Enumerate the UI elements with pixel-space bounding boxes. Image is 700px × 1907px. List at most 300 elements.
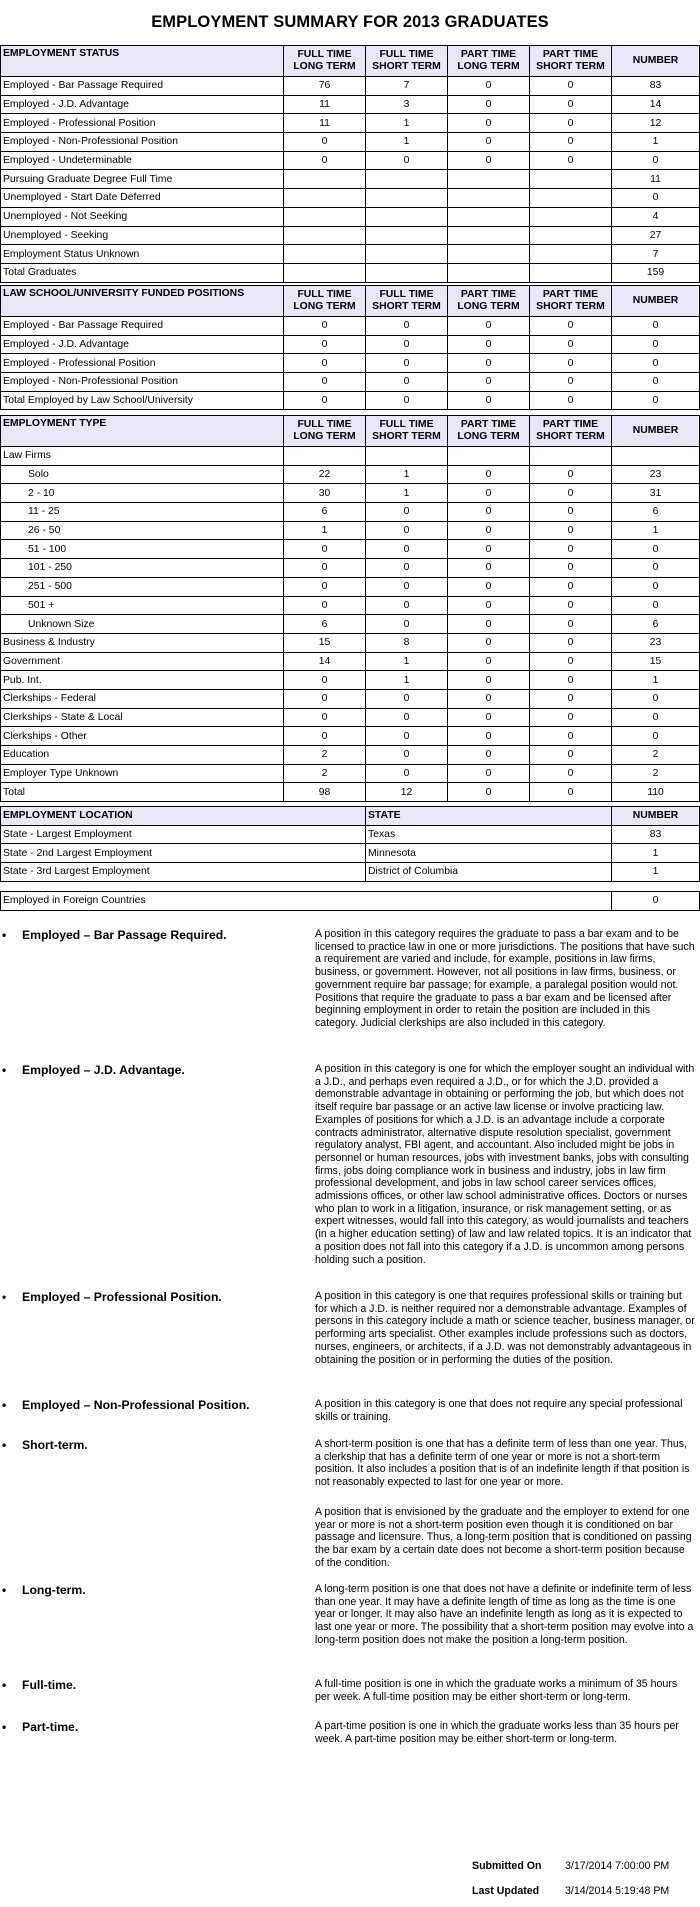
row-value: 0 — [448, 373, 530, 392]
row-value: 23 — [612, 465, 700, 484]
row-value: 0 — [366, 764, 448, 783]
row-value — [284, 226, 366, 245]
row-value: 0 — [448, 151, 530, 170]
bullet-icon: • — [2, 1398, 7, 1412]
col-header-pt-lt: PART TIME LONG TERM — [448, 46, 530, 77]
col-header-ft-lt: FULL TIME LONG TERM — [284, 286, 366, 317]
row-label: Employment Status Unknown — [1, 245, 284, 264]
row-value: 0 — [366, 373, 448, 392]
row-label: Employed - Undeterminable — [1, 151, 284, 170]
row-value — [448, 207, 530, 226]
row-value: 0 — [448, 633, 530, 652]
bullet-icon: • — [2, 1583, 7, 1597]
row-value — [612, 447, 700, 466]
row-value: 0 — [448, 521, 530, 540]
row-label: Clerkships - Federal — [1, 689, 284, 708]
row-value: 23 — [612, 633, 700, 652]
row-value — [366, 189, 448, 208]
row-value: 0 — [284, 373, 366, 392]
table-row — [1, 373, 700, 392]
row-value — [530, 170, 612, 189]
col-header-pt-st: PART TIME SHORT TERM — [530, 286, 612, 317]
row-state: Minnesota — [366, 844, 612, 863]
row-label: 251 - 500 — [1, 577, 284, 596]
row-value: 0 — [612, 151, 700, 170]
table-row — [1, 77, 700, 96]
table-row — [1, 540, 700, 559]
row-label: State - Largest Employment — [1, 825, 366, 844]
row-label: Employed - Professional Position — [1, 114, 284, 133]
definition-term: Employed – Non-Professional Position. — [22, 1398, 250, 1412]
row-value: 0 — [530, 577, 612, 596]
table-row — [1, 727, 700, 746]
table-row — [1, 825, 700, 844]
row-value: 1 — [366, 671, 448, 690]
row-value: 0 — [448, 577, 530, 596]
col-header-number: NUMBER — [612, 46, 700, 77]
employment-type-table — [0, 415, 700, 802]
row-value: 0 — [612, 596, 700, 615]
row-value: 0 — [530, 317, 612, 336]
row-value: 0 — [530, 373, 612, 392]
definition-text: A position in this category is one that does not require any special professional skills or training. — [315, 1398, 683, 1423]
col-header-number: NUMBER — [612, 807, 700, 826]
row-value: 0 — [366, 391, 448, 410]
table-row — [1, 226, 700, 245]
row-value: 0 — [530, 503, 612, 522]
row-value — [284, 170, 366, 189]
row-value: 0 — [612, 559, 700, 578]
row-value: 1 — [366, 484, 448, 503]
row-value: 11 — [612, 170, 700, 189]
table-row — [1, 596, 700, 615]
row-label: State - 3rd Largest Employment — [1, 863, 366, 882]
section-header: EMPLOYMENT LOCATION — [1, 807, 366, 826]
table-row — [1, 633, 700, 652]
row-value: 0 — [448, 727, 530, 746]
row-label: Business & Industry — [1, 633, 284, 652]
row-value: 76 — [284, 77, 366, 96]
row-value: 6 — [284, 503, 366, 522]
row-value: 0 — [366, 354, 448, 373]
row-value: 0 — [284, 727, 366, 746]
table-header-row — [1, 807, 700, 826]
row-value: 0 — [284, 671, 366, 690]
row-value: 0 — [284, 133, 366, 152]
row-label: Unemployed - Not Seeking — [1, 207, 284, 226]
table-row — [1, 151, 700, 170]
row-value: 2 — [612, 746, 700, 765]
row-value: 0 — [448, 559, 530, 578]
row-label: Employed - Non-Professional Position — [1, 133, 284, 152]
col-header-pt-st: PART TIME SHORT TERM — [530, 416, 612, 447]
table-header-row — [1, 46, 700, 77]
table-header-row — [1, 286, 700, 317]
row-value: 0 — [612, 189, 700, 208]
row-label: Unknown Size — [1, 615, 284, 634]
row-value: 0 — [448, 503, 530, 522]
row-value: 14 — [284, 652, 366, 671]
table-row — [1, 521, 700, 540]
row-value: 0 — [366, 746, 448, 765]
table-row — [1, 863, 700, 882]
row-label: Government — [1, 652, 284, 671]
definition-term: Full-time. — [22, 1678, 77, 1692]
table-row — [1, 391, 700, 410]
table-row — [1, 447, 700, 466]
row-value: 1 — [612, 133, 700, 152]
row-value — [284, 447, 366, 466]
bullet-icon: • — [2, 928, 7, 942]
row-value: 6 — [612, 503, 700, 522]
row-value: 0 — [530, 114, 612, 133]
row-value: 0 — [530, 764, 612, 783]
table-row — [1, 317, 700, 336]
row-value: 31 — [612, 484, 700, 503]
row-value: 110 — [612, 783, 700, 802]
row-value: 0 — [612, 373, 700, 392]
row-value: 0 — [448, 335, 530, 354]
row-value — [284, 263, 366, 282]
row-number: 83 — [612, 825, 700, 844]
definition-text: A position in this category is one that requires professional skills or training but for which a J.D. is neither required nor a demonstrable advantage. Examples of persons in this category include a math or science teacher, business manager, or performing arts specialist. Other examples include professions such as doctors, nurses, engineers, or architects, if a J.D. was not demonstrably advantageous in obtaining the position or in performing the duties of the position. — [315, 1290, 695, 1366]
row-label: Law Firms — [1, 447, 284, 466]
row-value: 22 — [284, 465, 366, 484]
row-value: 0 — [284, 354, 366, 373]
row-value: 0 — [366, 335, 448, 354]
row-value — [284, 245, 366, 264]
col-header-ft-st: FULL TIME SHORT TERM — [366, 46, 448, 77]
table-row — [1, 671, 700, 690]
row-label: 2 - 10 — [1, 484, 284, 503]
row-value: 0 — [448, 114, 530, 133]
foreign-employment-table — [0, 891, 700, 911]
row-value — [366, 263, 448, 282]
table-row — [1, 689, 700, 708]
row-value: 0 — [530, 484, 612, 503]
table-row — [1, 114, 700, 133]
row-value: 0 — [448, 77, 530, 96]
col-header-number: NUMBER — [612, 286, 700, 317]
row-value: 0 — [284, 559, 366, 578]
row-value — [530, 189, 612, 208]
row-value: 0 — [530, 633, 612, 652]
row-label: 101 - 250 — [1, 559, 284, 578]
row-value — [366, 245, 448, 264]
row-value: 0 — [448, 671, 530, 690]
row-value: 0 — [366, 596, 448, 615]
row-value: 0 — [284, 540, 366, 559]
row-value: 3 — [366, 95, 448, 114]
row-value: 0 — [530, 95, 612, 114]
table-row — [1, 170, 700, 189]
row-value — [284, 189, 366, 208]
row-value: 0 — [530, 354, 612, 373]
row-label: Total — [1, 783, 284, 802]
row-label: Education — [1, 746, 284, 765]
row-value: 0 — [612, 391, 700, 410]
row-value: 0 — [448, 133, 530, 152]
section-header: LAW SCHOOL/UNIVERSITY FUNDED POSITIONS — [1, 286, 284, 317]
row-value: 2 — [284, 764, 366, 783]
col-header-number: NUMBER — [612, 416, 700, 447]
row-label: Unemployed - Start Date Deferred — [1, 189, 284, 208]
row-label: Solo — [1, 465, 284, 484]
row-value: 0 — [284, 708, 366, 727]
row-number: 1 — [612, 844, 700, 863]
row-value: 0 — [366, 727, 448, 746]
row-state: Texas — [366, 825, 612, 844]
row-value: 0 — [530, 671, 612, 690]
row-label: 51 - 100 — [1, 540, 284, 559]
row-value: 0 — [284, 391, 366, 410]
table-row — [1, 263, 700, 282]
row-value — [448, 447, 530, 466]
col-header-ft-st: FULL TIME SHORT TERM — [366, 416, 448, 447]
row-value: 0 — [448, 596, 530, 615]
row-value: 0 — [530, 335, 612, 354]
row-value: 0 — [530, 133, 612, 152]
row-value: 15 — [284, 633, 366, 652]
row-label: Pursuing Graduate Degree Full Time — [1, 170, 284, 189]
row-label: Clerkships - State & Local — [1, 708, 284, 727]
definition-term: Employed – J.D. Advantage. — [22, 1063, 185, 1077]
row-label: 501 + — [1, 596, 284, 615]
row-value — [448, 245, 530, 264]
row-label: Employer Type Unknown — [1, 764, 284, 783]
row-value: 0 — [284, 596, 366, 615]
row-value: 0 — [530, 540, 612, 559]
table-row — [1, 708, 700, 727]
table-row — [1, 503, 700, 522]
table-row — [1, 764, 700, 783]
row-value: 0 — [530, 151, 612, 170]
row-label: Clerkships - Other — [1, 727, 284, 746]
section-header: EMPLOYMENT TYPE — [1, 416, 284, 447]
table-row — [1, 746, 700, 765]
row-value — [448, 189, 530, 208]
row-value: 0 — [530, 727, 612, 746]
row-value — [366, 447, 448, 466]
row-value: 98 — [284, 783, 366, 802]
row-value: 0 — [612, 708, 700, 727]
definition-term: Employed – Bar Passage Required. — [22, 928, 227, 942]
col-header-pt-st: PART TIME SHORT TERM — [530, 46, 612, 77]
row-label: 11 - 25 — [1, 503, 284, 522]
row-value: 0 — [366, 577, 448, 596]
row-value: 11 — [284, 114, 366, 133]
table-row — [1, 465, 700, 484]
row-value: 15 — [612, 652, 700, 671]
row-value: 0 — [366, 689, 448, 708]
row-label: Employed in Foreign Countries — [1, 892, 612, 911]
col-header-state: STATE — [366, 807, 612, 826]
definition-text: A position that is envisioned by the graduate and the employer to extend for one year or more is not a short-term position even though it is conditioned on bar passage and licensure. Thus, a long-term position that is conditioned on passing the bar exam by a certain date does not become a short-term position because of the condition. — [315, 1506, 692, 1569]
col-header-pt-lt: PART TIME LONG TERM — [448, 416, 530, 447]
row-value: 1 — [366, 652, 448, 671]
row-value — [366, 226, 448, 245]
page-title: EMPLOYMENT SUMMARY FOR 2013 GRADUATES — [151, 13, 549, 31]
table-row — [1, 245, 700, 264]
row-value: 30 — [284, 484, 366, 503]
col-header-ft-st: FULL TIME SHORT TERM — [366, 286, 448, 317]
col-header-pt-lt: PART TIME LONG TERM — [448, 286, 530, 317]
row-value: 0 — [530, 615, 612, 634]
bullet-icon: • — [2, 1678, 7, 1692]
bullet-icon: • — [2, 1438, 7, 1452]
row-value: 0 — [284, 577, 366, 596]
row-value: 0 — [448, 615, 530, 634]
row-value: 0 — [530, 708, 612, 727]
col-header-ft-lt: FULL TIME LONG TERM — [284, 416, 366, 447]
row-value: 159 — [612, 263, 700, 282]
row-value: 0 — [612, 317, 700, 336]
row-value: 1 — [366, 465, 448, 484]
table-row — [1, 133, 700, 152]
row-value: 0 — [530, 77, 612, 96]
funded-positions-table — [0, 285, 700, 410]
table-row — [1, 207, 700, 226]
row-label: Employed - Bar Passage Required — [1, 77, 284, 96]
employment-status-table — [0, 45, 700, 283]
row-label: Employed - J.D. Advantage — [1, 95, 284, 114]
row-label: Employed - Non-Professional Position — [1, 373, 284, 392]
row-label: 26 - 50 — [1, 521, 284, 540]
row-label: Pub. Int. — [1, 671, 284, 690]
table-header-row — [1, 416, 700, 447]
row-number: 0 — [612, 892, 700, 911]
row-value: 8 — [366, 633, 448, 652]
col-header-ft-lt: FULL TIME LONG TERM — [284, 46, 366, 77]
bullet-icon: • — [2, 1720, 7, 1734]
row-value — [530, 447, 612, 466]
row-value: 0 — [612, 727, 700, 746]
table-row — [1, 189, 700, 208]
row-state: District of Columbia — [366, 863, 612, 882]
row-value: 0 — [530, 783, 612, 802]
row-value: 1 — [366, 114, 448, 133]
submitted-value: 3/17/2014 7:00:00 PM — [565, 1860, 670, 1872]
row-value: 0 — [284, 689, 366, 708]
row-value: 0 — [530, 521, 612, 540]
row-value: 0 — [448, 391, 530, 410]
row-value: 0 — [448, 708, 530, 727]
definition-term: Part-time. — [22, 1720, 79, 1734]
table-row — [1, 559, 700, 578]
table-row — [1, 844, 700, 863]
row-value: 0 — [448, 95, 530, 114]
row-label: Total Graduates — [1, 263, 284, 282]
employment-location-table — [0, 806, 700, 882]
row-value: 2 — [612, 764, 700, 783]
row-value — [530, 245, 612, 264]
row-value: 0 — [366, 708, 448, 727]
row-value: 0 — [448, 354, 530, 373]
row-value: 0 — [530, 559, 612, 578]
row-value: 0 — [366, 151, 448, 170]
row-value: 0 — [612, 335, 700, 354]
table-row — [1, 335, 700, 354]
definition-term: Short-term. — [22, 1438, 88, 1452]
row-value: 0 — [448, 783, 530, 802]
row-value: 0 — [284, 317, 366, 336]
definition-term: Employed – Professional Position. — [22, 1290, 222, 1304]
row-value: 0 — [612, 577, 700, 596]
table-row — [1, 783, 700, 802]
row-label: Employed - Professional Position — [1, 354, 284, 373]
row-value: 0 — [448, 746, 530, 765]
row-value: 7 — [366, 77, 448, 96]
row-value: 0 — [366, 540, 448, 559]
row-value: 0 — [612, 354, 700, 373]
row-label: Total Employed by Law School/University — [1, 391, 284, 410]
table-row — [1, 615, 700, 634]
row-value: 0 — [448, 689, 530, 708]
row-value: 0 — [530, 596, 612, 615]
row-value: 6 — [612, 615, 700, 634]
bullet-icon: • — [2, 1290, 7, 1304]
row-value: 1 — [366, 133, 448, 152]
row-value: 0 — [448, 484, 530, 503]
table-row — [1, 484, 700, 503]
table-row — [1, 577, 700, 596]
row-value: 2 — [284, 746, 366, 765]
definition-text: A short-term position is one that has a definite term of less than one year. Thus, a clerkship that has a definite term of one year or more is not a short-term position. It also includes a position that is of an indefinite length if that position is not reasonably expected to last for one year or more. — [315, 1438, 690, 1489]
row-value — [448, 226, 530, 245]
row-value: 0 — [284, 151, 366, 170]
row-value: 0 — [530, 652, 612, 671]
table-row — [1, 892, 700, 911]
row-value — [366, 207, 448, 226]
row-value: 0 — [366, 521, 448, 540]
row-value: 0 — [366, 559, 448, 578]
row-number: 1 — [612, 863, 700, 882]
row-value: 0 — [530, 689, 612, 708]
row-value — [530, 263, 612, 282]
row-value — [448, 263, 530, 282]
row-value: 12 — [612, 114, 700, 133]
row-value: 0 — [366, 615, 448, 634]
row-value: 0 — [612, 689, 700, 708]
updated-value: 3/14/2014 5:19:48 PM — [565, 1885, 670, 1897]
table-row — [1, 95, 700, 114]
row-value — [448, 170, 530, 189]
row-value: 6 — [284, 615, 366, 634]
row-value: 0 — [284, 335, 366, 354]
row-value: 1 — [612, 671, 700, 690]
row-value: 1 — [612, 521, 700, 540]
row-value: 0 — [448, 540, 530, 559]
row-value: 0 — [448, 465, 530, 484]
row-value: 0 — [366, 317, 448, 336]
row-label: Employed - Bar Passage Required — [1, 317, 284, 336]
row-label: Unemployed - Seeking — [1, 226, 284, 245]
row-label: State - 2nd Largest Employment — [1, 844, 366, 863]
row-value: 0 — [530, 465, 612, 484]
row-value: 7 — [612, 245, 700, 264]
row-value: 0 — [530, 746, 612, 765]
row-value: 0 — [366, 503, 448, 522]
table-row — [1, 354, 700, 373]
definition-term: Long-term. — [22, 1583, 86, 1597]
definition-text: A position in this category requires the graduate to pass a bar exam and to be licensed to practice law in one or more jurisdictions. The positions that have such a requirement are varied and include, for example, positions in law firms, business, or government. However, not all positions in law firms, business, or government require bar passage; for example, a paralegal position would not. Positions that require the graduate to pass a bar exam and be licensed after beginning employment in order to retain the position are included in this category. Judicial clerkships are also included in this category. — [315, 928, 695, 1029]
definition-text: A part-time position is one in which the graduate works less than 35 hours per week. A part-time position may be either short-term or long-term. — [315, 1720, 679, 1745]
table-row — [1, 652, 700, 671]
row-value: 11 — [284, 95, 366, 114]
definition-text: A long-term position is one that does not have a definite or indefinite term of less than one year. It may have a definite length of time as long as the time is one year or longer. It may also have an indefinite length as long as it is expected to last one year or more. The possibility that a short-term position may evolve into a long-term position does not make the position a long-term position. — [315, 1583, 694, 1646]
row-value — [530, 207, 612, 226]
row-value: 27 — [612, 226, 700, 245]
